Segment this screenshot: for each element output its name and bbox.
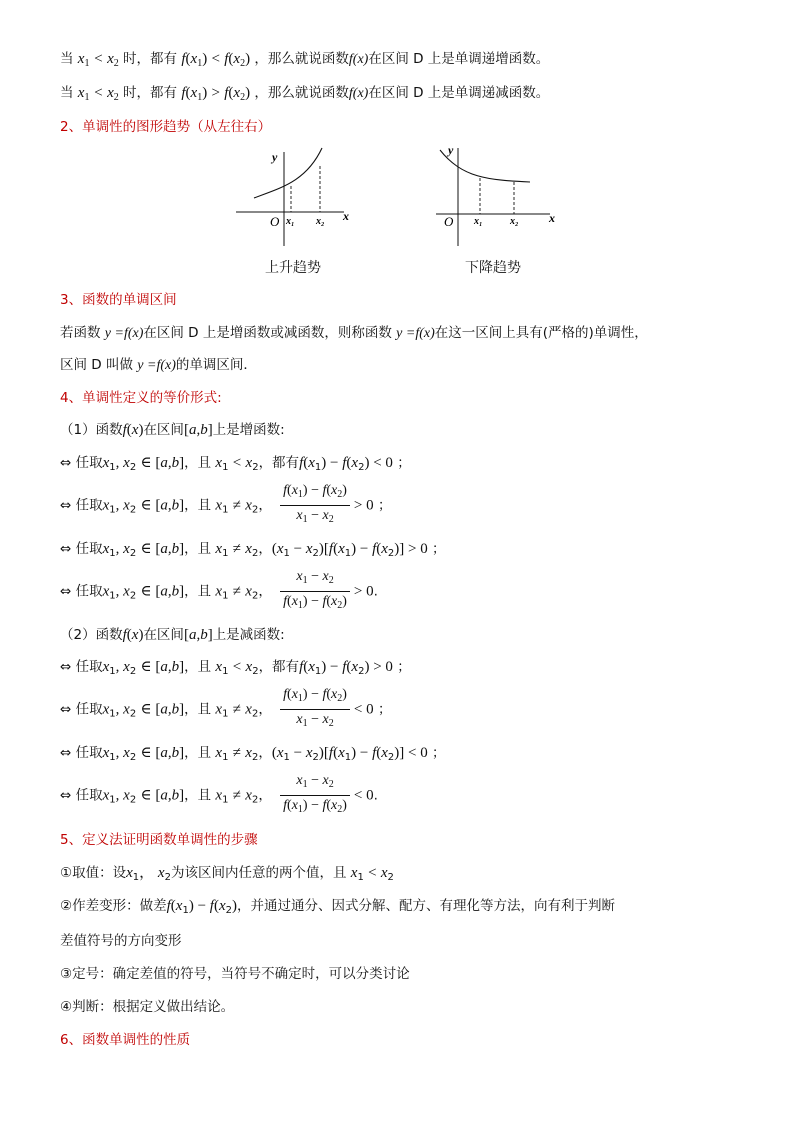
increasing-trend-figure: [232, 142, 360, 250]
text: 在区间: [143, 422, 184, 438]
fraction: $\frac{f(x_1) - f(x_2)}{x_1 - x_2}$: [280, 685, 350, 734]
text: 任取: [75, 745, 103, 761]
text: ，且: [184, 583, 212, 600]
text: 在区间 D 上是增函数或减函数，则称函数: [143, 325, 392, 341]
text: 任取: [75, 659, 103, 675]
text: 时，都有: [123, 85, 178, 101]
text: ⇔: [60, 541, 72, 557]
dec-form-4: ⇔ 任取$x_1$, $x_2$ ∈ [a,b]，且 $x_1 \ne x_2$， $\frac{x_1 - x_2}{f(x_1) - f(x_2)}$ < 0.: [60, 771, 378, 823]
text: ，且: [184, 745, 212, 761]
text: ，并通过通分、因式分解、配方、有理化等方法，向有利于判断: [237, 898, 616, 914]
text: 时，都有: [123, 51, 178, 67]
text: ，且: [184, 455, 212, 471]
text: .: [373, 787, 378, 804]
fraction: $\frac{x_1 - x_2}{f(x_1) - f(x_2)}$: [280, 567, 350, 616]
decreasing-definition-line: 当 $x_1 < x_2$ 时，都有 $f(x_1) > f(x_2)$ ，那么就说函数f(x)在区间 D 上是单调递减函数。: [60, 85, 550, 103]
fraction: $\frac{f(x_1) - f(x_2)}{x_1 - x_2}$: [280, 481, 350, 530]
text: 若函数: [60, 325, 101, 341]
text: ⇔: [60, 745, 72, 761]
text: 任取: [75, 787, 103, 804]
text: ⇔: [60, 701, 72, 718]
math-fx: y =f(x): [396, 326, 435, 341]
text: ，: [258, 701, 272, 718]
text: 的单调区间．: [175, 357, 257, 373]
text: ，那么就说函数: [254, 85, 349, 101]
x-axis-label: x: [549, 211, 555, 225]
text: ，: [258, 745, 272, 761]
text: ，且: [184, 787, 212, 804]
origin-label: O: [270, 214, 280, 229]
text: 当: [60, 85, 74, 101]
inc-form-1: ⇔ 任取$x_1$, $x_2$ ∈ [a,b]，且 $x_1 < x_2$，都有$f(x_1) - f(x_2) < 0$ ；: [60, 455, 411, 473]
math-fx: f(x): [348, 52, 369, 67]
step-4: ④判断：根据定义做出结论。: [60, 999, 235, 1015]
text: ，都有: [258, 659, 300, 675]
text: ；: [377, 497, 392, 514]
step-1: ①取值：设$x_1$， $x_2$为该区间内任意的两个值，且 $x_1 < x_2$: [60, 865, 394, 883]
text: ，且: [184, 659, 212, 675]
text: ⇔: [60, 787, 72, 804]
text: ①取值：设: [60, 865, 127, 881]
text: ②作差变形：做差: [60, 898, 167, 914]
text: 在区间: [143, 627, 184, 643]
text: 当: [60, 51, 74, 67]
x2-label: x₂: [510, 216, 519, 227]
text: ；: [377, 701, 392, 718]
text: 任取: [75, 583, 103, 600]
text: ，都有: [258, 455, 300, 471]
text: ，且: [184, 701, 212, 718]
math-fx: y =f(x): [104, 326, 144, 341]
interval-definition-line-2: [60, 356, 257, 375]
step-3: ③定号：确定差值的符号，当符号不确定时，可以分类讨论: [60, 966, 410, 982]
text: ，且: [184, 541, 212, 557]
math: $x_1 < x_2$: [77, 51, 119, 69]
text: 在区间 D 上是单调递减函数。: [368, 85, 550, 101]
interval-definition-line-1: [60, 324, 648, 343]
math-fx: y =f(x): [137, 358, 176, 373]
section-3-heading: 3、函数的单调区间: [60, 292, 177, 308]
section-2-heading: 2、单调性的图形趋势（从左往右）: [60, 119, 272, 135]
step-2-cont: 差值符号的方向变形: [60, 933, 182, 949]
section-5-heading: 5、定义法证明函数单调性的步骤: [60, 832, 258, 848]
inc-form-4: ⇔ 任取$x_1$, $x_2$ ∈ [a,b]，且 $x_1 \ne x_2$， $\frac{x_1 - x_2}{f(x_1) - f(x_2)}$ > 0.: [60, 567, 378, 619]
dec-form-1: ⇔ 任取$x_1$, $x_2$ ∈ [a,b]，且 $x_1 < x_2$，都有$f(x_1) - f(x_2) > 0$ ；: [60, 659, 411, 677]
math: $x_1 < x_2$: [77, 85, 119, 103]
increasing-title: （1）函数f(x)在区间[a,b]上是增函数:: [60, 422, 285, 438]
x1-label: x₁: [474, 216, 483, 227]
x2-label: x₂: [316, 216, 325, 227]
x-axis-label: x: [343, 209, 349, 223]
text: 为该区间内任意的两个值，且: [170, 865, 347, 881]
section-4-heading: 4、单调性定义的等价形式:: [60, 390, 222, 406]
step-2: ②作差变形：做差$f(x_1) - f(x_2)$，并通过通分、因式分解、配方、有理化等方法，向有利于判断: [60, 898, 616, 916]
origin-label: O: [444, 214, 454, 229]
inc-form-2: ⇔ 任取$x_1$, $x_2$ ∈ [a,b]，且 $x_1 \ne x_2$， $\frac{f(x_1) - f(x_2)}{x_1 - x_2}$ > 0 ；: [60, 481, 391, 533]
text: ，: [258, 787, 272, 804]
x1-label: x₁: [286, 216, 295, 227]
math: f: [181, 85, 186, 101]
math: f: [181, 51, 186, 67]
dec-form-2: ⇔ 任取$x_1$, $x_2$ ∈ [a,b]，且 $x_1 \ne x_2$， $\frac{f(x_1) - f(x_2)}{x_1 - x_2}$ < 0 ；: [60, 685, 391, 737]
dec-form-3: ⇔ 任取$x_1$, $x_2$ ∈ [a,b]，且 $x_1 \ne x_2$，$(x_1 - x_2)[f(x_1) - f(x_2)] < 0$ ；: [60, 745, 446, 763]
text: ⇔: [60, 497, 72, 514]
text: ⇔: [60, 659, 72, 675]
text: 任取: [75, 701, 103, 718]
text: 任取: [75, 541, 103, 557]
text: ⇔: [60, 583, 72, 600]
text: ；: [432, 745, 446, 761]
text: ；: [432, 541, 446, 557]
text: .: [373, 583, 378, 600]
text: ，且: [184, 497, 212, 514]
increasing-definition-line: 当 $x_1 < x_2$ 时，都有 $f(x_1) < f(x_2)$ ，那么就说函数f(x)在区间 D 上是单调递增函数。: [60, 51, 550, 69]
text: 上是减函数:: [212, 627, 285, 643]
text: ，: [258, 541, 272, 557]
fraction: $\frac{x_1 - x_2}{f(x_1) - f(x_2)}$: [280, 771, 350, 820]
decreasing-trend-figure: [432, 142, 562, 250]
text: ，: [258, 497, 272, 514]
text: ，: [258, 583, 272, 600]
y-axis-label: y: [272, 150, 278, 164]
text: 任取: [75, 455, 103, 471]
text: ⇔: [60, 455, 72, 471]
text: （2）函数: [60, 627, 123, 643]
y-axis-label: y: [448, 143, 454, 157]
text: 在区间 D 上是单调递增函数。: [368, 51, 550, 67]
inc-form-3: ⇔ 任取$x_1$, $x_2$ ∈ [a,b]，且 $x_1 \ne x_2$，$(x_1 - x_2)[f(x_1) - f(x_2)] > 0$ ；: [60, 541, 446, 559]
text: ，那么就说函数: [254, 51, 349, 67]
decreasing-title: （2）函数f(x)在区间[a,b]上是减函数:: [60, 627, 285, 643]
text: 区间 D 叫做: [60, 357, 133, 373]
section-6-heading: 6、函数单调性的性质: [60, 1032, 191, 1048]
text: （1）函数: [60, 422, 123, 438]
text: ；: [397, 659, 411, 675]
text: 任取: [75, 497, 103, 514]
text: 在这一区间上具有(严格的)单调性，: [434, 325, 648, 341]
decreasing-caption: 下降趋势: [465, 260, 521, 276]
increasing-caption: 上升趋势: [265, 260, 321, 276]
text: ；: [397, 455, 411, 471]
math-fx: f(x): [348, 86, 369, 101]
text: 上是增函数:: [212, 422, 285, 438]
